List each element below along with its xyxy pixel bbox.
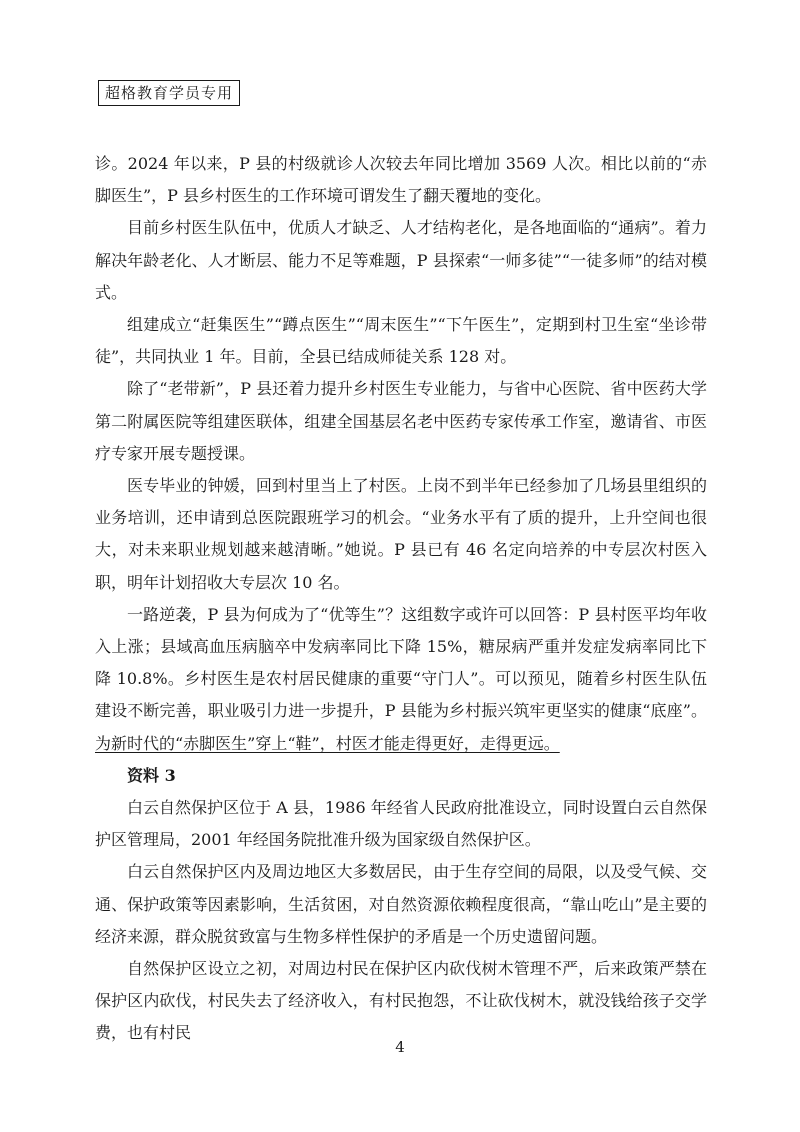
paragraph-text: 一路逆袭，P 县为何成为了“优等生”？这组数字或许可以回答：P 县村医平均年收入上涨；县域高血压病脑卒中发病率同比下降 15%，糖尿病严重并发症发病率同比下降 10.8%。乡村医生是农村居民健康的重要“守门人”。可以预见，随着乡村医生队伍建设不断完善，职业吸引力进一步提升，P 县能为乡村振兴筑牢更坚实的健康“底座”。 xyxy=(95,604,707,721)
paragraph: 除了“老带新”，P 县还着力提升乡村医生专业能力，与省中心医院、省中医药大学第二附属医院等组建医联体，组建全国基层名老中医药专家传承工作室，邀请省、市医疗专家开展专题授课。 xyxy=(95,379,707,463)
document-body xyxy=(95,148,707,1050)
underlined-sentence: 为新时代的“赤脚医生”穿上“鞋”，村医才能走得更好，走得更远。 xyxy=(95,733,560,753)
paragraph: 医专毕业的钟媛，回到村里当上了村医。上岗不到半年已经参加了几场县里组织的业务培训，还申请到总医院跟班学习的机会。“业务水平有了质的提升，上升空间也很大，对未来职业规划越来越清晰。”她说。P 县已有 46 名定向培养的中专层次村医入职，明年计划招收大专层次 10 名。 xyxy=(95,476,707,592)
page-number: 4 xyxy=(395,1038,405,1056)
watermark-stamp: 超格教育学员专用 xyxy=(98,80,240,106)
section-heading: 资料 3 xyxy=(127,765,176,785)
paragraph: 自然保护区设立之初，对周边村民在保护区内砍伐树木管理不严，后来政策严禁在保护区内砍伐，村民失去了经济收入，有村民抱怨，不让砍伐树木，就没钱给孩子交学费，也有村民 xyxy=(95,959,707,1043)
paragraph-with-underline xyxy=(95,599,707,760)
paragraph: 组建成立“赶集医生”“蹲点医生”“周末医生”“下午医生”，定期到村卫生室“坐诊带徒”，共同执业 1 年。目前，全县已结成师徒关系 128 对。 xyxy=(95,315,707,367)
paragraph: 白云自然保护区位于 A 县，1986 年经省人民政府批准设立，同时设置白云自然保护区管理局，2001 年经国务院批准升级为国家级自然保护区。 xyxy=(95,798,707,850)
paragraph: 白云自然保护区内及周边地区大多数居民，由于生存空间的局限，以及受气候、交通、保护政策等因素影响，生活贫困，对自然资源依赖程度很高，“靠山吃山”是主要的经济来源，群众脱贫致富与生物多样性保护的矛盾是一个历史遗留问题。 xyxy=(95,862,707,946)
paragraph: 目前乡村医生队伍中，优质人才缺乏、人才结构老化，是各地面临的“通病”。着力解决年龄老化、人才断层、能力不足等难题，P 县探索“一师多徒”“一徒多师”的结对模式。 xyxy=(95,218,707,302)
paragraph: 诊。2024 年以来，P 县的村级就诊人次较去年同比增加 3569 人次。相比以前的“赤脚医生”，P 县乡村医生的工作环境可谓发生了翻天覆地的变化。 xyxy=(95,154,707,206)
